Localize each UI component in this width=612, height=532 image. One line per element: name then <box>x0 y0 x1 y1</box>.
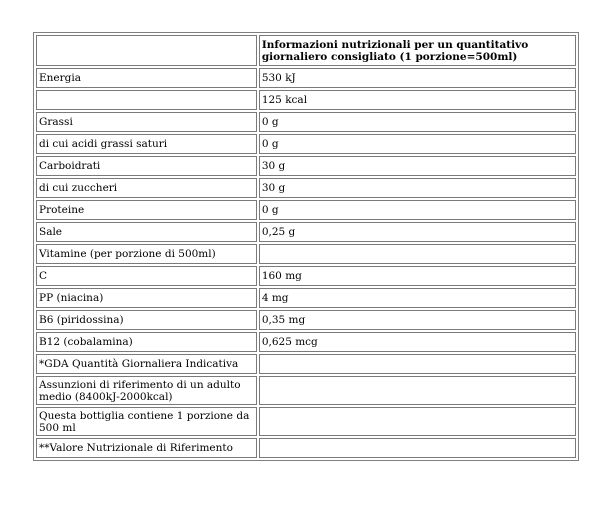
row-label: *GDA Quantità Giornaliera Indicativa <box>36 354 257 374</box>
row-value <box>259 438 576 458</box>
header-empty-cell <box>36 35 257 66</box>
table-row <box>36 112 576 132</box>
row-value: 0 g <box>259 134 576 154</box>
table-row <box>36 222 576 242</box>
row-label: Questa bottiglia contiene 1 porzione da 500 ml <box>36 407 257 436</box>
table-row <box>36 332 576 352</box>
row-value: 30 g <box>259 156 576 176</box>
row-label <box>36 90 257 110</box>
row-value: 30 g <box>259 178 576 198</box>
row-label: B12 (cobalamina) <box>36 332 257 352</box>
table-row <box>36 266 576 286</box>
table-row <box>36 68 576 88</box>
row-label: di cui acidi grassi saturi <box>36 134 257 154</box>
table-row <box>36 200 576 220</box>
row-label: C <box>36 266 257 286</box>
row-value: 0,625 mcg <box>259 332 576 352</box>
row-value: 0,25 g <box>259 222 576 242</box>
row-label: Assunzioni di riferimento di un adulto medio (8400kJ-2000kcal) <box>36 376 257 405</box>
row-value <box>259 244 576 264</box>
row-value <box>259 376 576 405</box>
row-label: **Valore Nutrizionale di Riferimento <box>36 438 257 458</box>
row-label: PP (niacina) <box>36 288 257 308</box>
row-label: Grassi <box>36 112 257 132</box>
table-row <box>36 354 576 374</box>
table-row <box>36 376 576 405</box>
row-label: Energia <box>36 68 257 88</box>
nutrition-table <box>33 32 579 461</box>
row-value: 125 kcal <box>259 90 576 110</box>
table-row <box>36 178 576 198</box>
table-row <box>36 134 576 154</box>
row-label: Sale <box>36 222 257 242</box>
row-value: 0,35 mg <box>259 310 576 330</box>
row-value: 160 mg <box>259 266 576 286</box>
row-label: Carboidrati <box>36 156 257 176</box>
table-row <box>36 156 576 176</box>
row-value: 530 kJ <box>259 68 576 88</box>
row-value: 0 g <box>259 112 576 132</box>
row-label: Proteine <box>36 200 257 220</box>
row-value <box>259 354 576 374</box>
table-row <box>36 438 576 458</box>
row-label: B6 (piridossina) <box>36 310 257 330</box>
row-label: di cui zuccheri <box>36 178 257 198</box>
row-value <box>259 407 576 436</box>
header-cell: Informazioni nutrizionali per un quantitativo giornaliero consigliato (1 porzione=500ml) <box>259 35 576 66</box>
row-label: Vitamine (per porzione di 500ml) <box>36 244 257 264</box>
table-row <box>36 407 576 436</box>
table-row <box>36 244 576 264</box>
row-value: 0 g <box>259 200 576 220</box>
header-row <box>36 35 576 66</box>
table-row <box>36 288 576 308</box>
table-row <box>36 90 576 110</box>
table-row <box>36 310 576 330</box>
row-value: 4 mg <box>259 288 576 308</box>
